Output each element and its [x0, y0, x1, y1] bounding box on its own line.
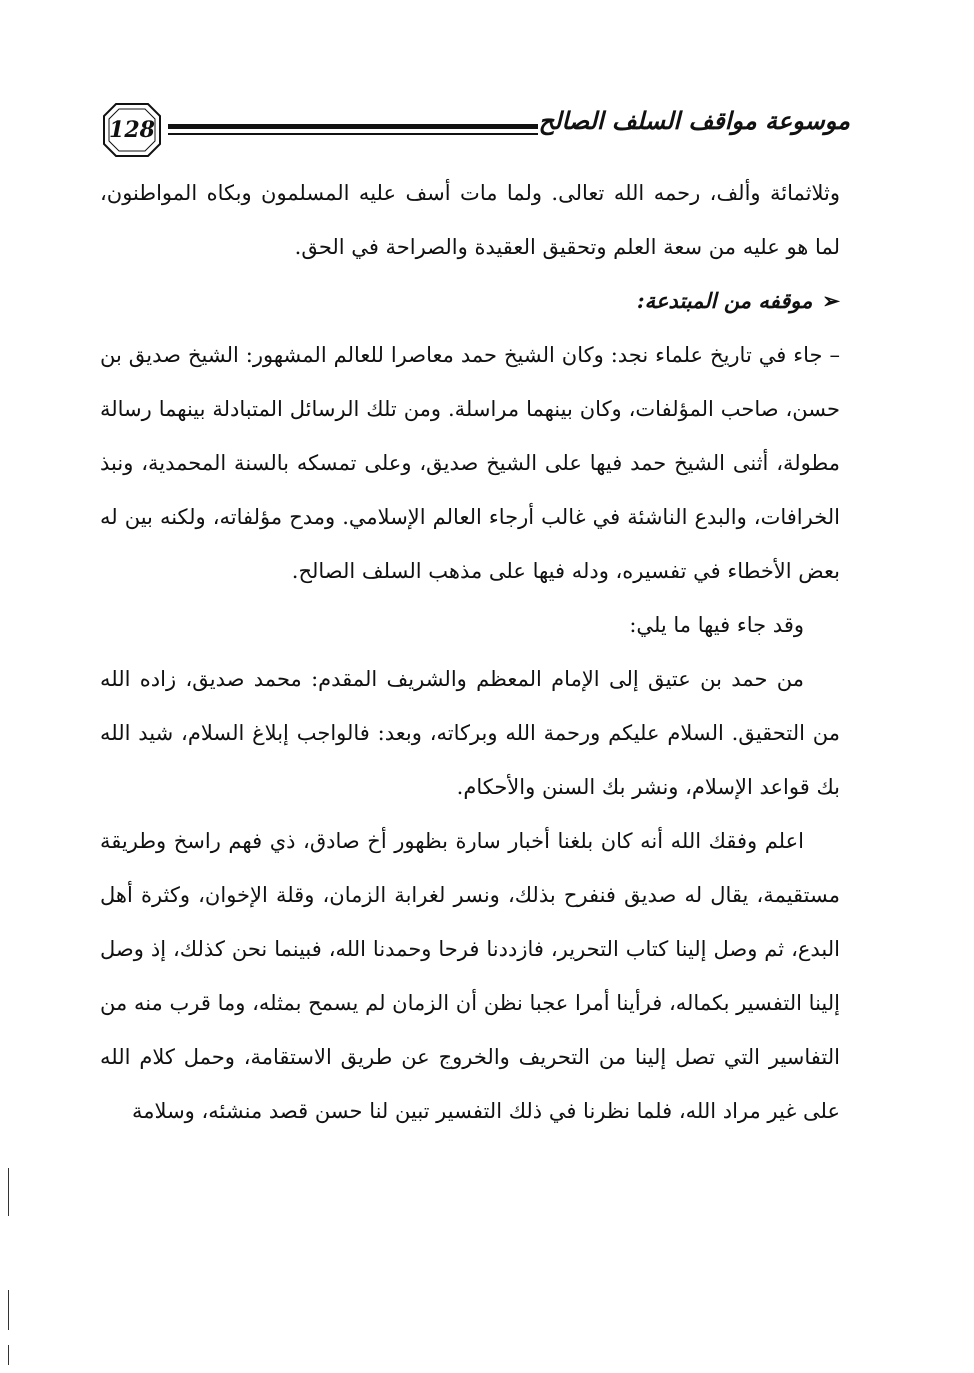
scan-margin-line	[8, 1345, 9, 1365]
arrow-marker-icon: ➢	[822, 288, 840, 313]
scan-margin-line	[8, 1290, 9, 1330]
page-header	[100, 100, 850, 164]
section-heading-text: موقفه من المبتدعة:	[636, 288, 813, 313]
header-rule-thick	[168, 124, 538, 129]
paragraph-4: من حمد بن عتيق إلى الإمام المعظم والشريف المقدم: محمد صديق، زاده الله من التحقيق. السلام عليكم ورحمة الله وبركاته، وبعد: فالواجب إبلاغ السلام، شيد الله بك قواعد الإسلام، ونشر بك السنن والأحكام.	[100, 667, 840, 799]
scan-margin-line	[8, 1168, 9, 1216]
header-rule-thin	[168, 133, 538, 135]
page-body	[100, 166, 840, 1138]
page-number: 128	[109, 117, 155, 143]
paragraph-1: وثلاثمائة وألف، رحمه الله تعالى. ولما مات أسف عليه المسلمون وبكاه المواطنون، لما هو عليه من سعة العلم وتحقيق العقيدة والصراحة في الحق.	[100, 181, 840, 259]
section-heading	[100, 274, 840, 328]
paragraph-5: اعلم وفقك الله أنه كان بلغنا أخبار سارة بظهور أخ صادق، ذي فهم راسخ وطريقة مستقيمة، يقال له صديق فنفرح بذلك، ونسر لغرابة الزمان، وقلة الإخوان، وكثرة أهل البدع، ثم وصل إلينا كتاب التحرير، فازددنا فرحا وحمدنا الله، فبينما نحن كذلك، إذ وصل إلينا التفسير بكماله، فرأينا أمرا عجبا نظن أن الزمان لم يسمح بمثله، وما قرب منه من التفاسير التي تصل إلينا من التحريف والخروج عن طريق الاستقامة، وحمل كلام الله على غير مراد الله، فلما نظرنا في ذلك التفسير تبين لنا حسن قصد منشئه، وسلامة	[100, 829, 840, 1123]
series-title: موسوعة مواقف السلف الصالح	[538, 106, 850, 135]
paragraph-2: – جاء في تاريخ علماء نجد: وكان الشيخ حمد معاصرا للعالم المشهور: الشيخ صديق بن حسن، صاحب المؤلفات، وكان بينهما مراسلة. ومن تلك الرسائل المتبادلة بينهما رسالة مطولة، أثنى الشيخ حمد فيها على الشيخ صديق، وعلى تمسكه بالسنة المحمدية، ونبذ الخرافات، والبدع الناشئة في غالب أرجاء العالم الإسلامي. ومدح مؤلفاته، ولكنه بين له بعض الأخطاء في تفسيره، ودله فيها على مذهب السلف الصالح.	[100, 343, 840, 583]
page-number-badge	[100, 100, 164, 160]
paragraph-3: وقد جاء فيها ما يلي:	[629, 613, 804, 637]
